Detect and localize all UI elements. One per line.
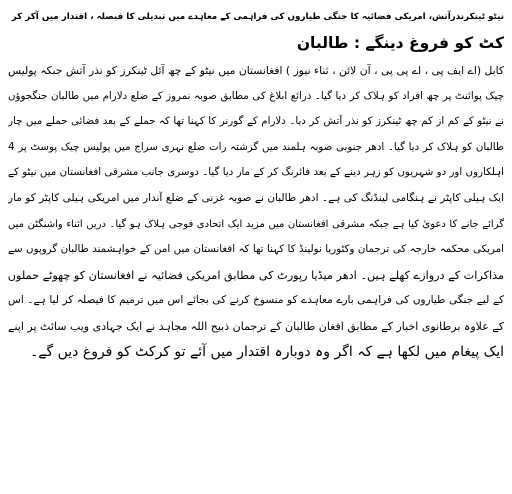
- body-line: مذاکرات کے دروازے کھلے ہیں۔ ادھر میڈیا رپورٹ کی مطابق امریکی فضائیہ نے افغانستان کو چھوٹے حملوں: [8, 268, 504, 282]
- body-line: چیک پوائنٹ پر چھ افراد کو ہلاک کر دیا گیا۔ ذرائع ابلاغ کی مطابق صوبہ نمروز کے ضلع دلارام میں طالبان جنگجوؤں: [8, 89, 504, 102]
- body-line: کے لیے جنگی طیاروں کی فراہمی بارے معاہدے کو منسوخ کرنے کی بجائے اس میں ترمیم کا فیصلہ کر لیا ہے۔ اس: [8, 294, 504, 307]
- body-line: ایک پیغام میں لکھا ہے کہ اگر وہ دوبارہ اقتدار میں آئے تو کرکٹ کو فروغ دیں گے۔: [30, 343, 504, 360]
- body-line: کے علاوہ برطانوی اخبار کے مطابق افغان طالبان کے ترجمان ذبیح اللہ مجاہد نے ایک جہادی ویب سائٹ پر اپنے: [8, 319, 504, 333]
- body-line: کابل (اے ایف پی ، اے پی پی ، آن لائن ، ثناء نیوز ) افغانستان میں نیٹو کے چھ آئل ٹینکرز کو نذر آتش جبکہ پولیس: [8, 64, 504, 77]
- article-body: [8, 58, 504, 365]
- article-headline-line-1: نیٹو ٹینکرنذرآتش، امریکی فضائیہ کا جنگی طیاروں کی فراہمی کے معاہدے میں تبدیلی کا فیصلہ ، اقتدار میں آکر کر: [11, 12, 504, 22]
- body-line: نے نیٹو کے کم از کم چھ ٹینکرز کو نذر آتش کر دیا۔ دلارام کے گورنر کا کہنا تھا کہ حملے کے بعد فضائی حملے میں چار: [8, 115, 504, 128]
- article-headline-line-2: کٹ کو فروغ دینگے : طالبان: [296, 34, 504, 52]
- body-line: امریکی محکمہ خارجہ کی ترجمان وکٹوریا نولینڈ کا کہنا تھا کہ افغانستان میں امن کے خواہشمند طالبان گروپوں سے: [8, 243, 504, 256]
- body-line: گرائے جانے کا دعویٰ کیا ہے جبکہ مشرقی افغانستان میں مزید ایک اتحادی فوجی ہلاک ہو گیا۔ دریں اثناء واشنگٹن میں: [8, 218, 504, 230]
- body-line: ایک ہیلی کاپٹر نے ہنگامی لینڈنگ کی ہے۔ ادھر طالبان نے صوبہ غزنی کے ضلع آندار میں امریکی ہیلی کاپٹر کو مار: [8, 191, 504, 204]
- body-line: طالبان کو ہلاک کر دیا گیا۔ ادھر جنوبی صوبہ ہلمند میں گزشتہ رات ضلع نہری سراج میں پولیس چیک پوسٹ پر 4: [8, 140, 504, 153]
- body-line: اہلکاروں اور دو شہریوں کو زہر دینے کے بعد فائرنگ کر کے مار دیا گیا۔ دوسری جانب مشرقی افغانستان میں نیٹو کے: [8, 166, 504, 179]
